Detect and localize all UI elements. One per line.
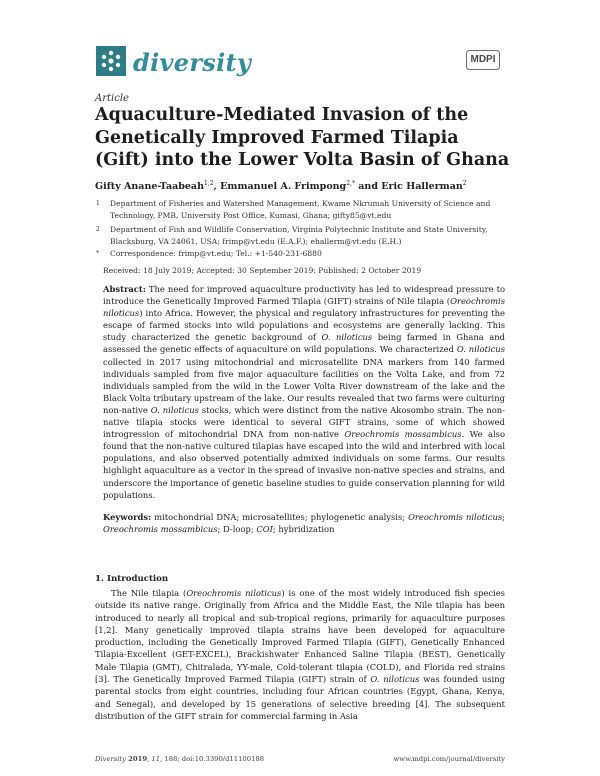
affiliation-number: 1 xyxy=(96,200,100,207)
abstract xyxy=(103,283,505,501)
keyword-species: Oreochromis niloticus xyxy=(408,512,503,522)
correspondence xyxy=(96,248,506,260)
keyword-text: ; D-loop; xyxy=(217,524,257,535)
keywords-label: Keywords: xyxy=(103,512,152,522)
footer-doi: , 188; doi:10.3390/d11100188 xyxy=(160,755,265,763)
correspondence-marker: * xyxy=(96,250,99,257)
keywords xyxy=(103,511,505,535)
journal-name: diversity xyxy=(133,48,252,77)
abstract-text: ) into Africa. However, the physical and regulatory infrastructures for preventing the escape of farmed stocks into wild populations and ecosystems are generally lacking. This study characterized the genetic background of xyxy=(103,308,505,343)
species-name: O. niloticus xyxy=(321,332,373,343)
keyword-species: Oreochromis mossambicus xyxy=(103,524,218,535)
introduction-paragraph xyxy=(95,587,505,722)
body-text: ) is one of the most widely introduced fish species outside its native range. Originally from Africa and the Middle East, the Nile tilapia has been introduced to nearly all tropical and sub-tropical regions, primarily for aquaculture purposes [1,2]. Many genetically improved tilapia strains have been developed for aquaculture production, including the Genetically Improved Farmed Tilapia (GIFT), Genetically Enhanced Tilapia-Excellent (GET-EXCEL), Brackishwater Enhanced Saline Tilapia (BEST), Genetically Male Tilapia (GMT), Chitralada, YY-male, Cold-tolerant tilapia (COLD), and Florida red strains [3]. The Genetically Improved Farmed Tilapia (GIFT) strain of xyxy=(95,588,505,685)
author-name: Eric Hallerman xyxy=(381,181,463,193)
section-heading: 1. Introduction xyxy=(95,574,169,584)
author-affiliation-marker: 1,2 xyxy=(204,180,214,187)
author-name: Gifty Anane-Taabeah xyxy=(95,181,204,193)
author-affiliation-marker: 2 xyxy=(462,180,467,187)
species-name: O. niloticus xyxy=(370,674,420,685)
publisher-logo xyxy=(466,50,500,70)
abstract-text: being farmed in Ghana and assessed the genetic effects of aquaculture on wild populations. We characterized xyxy=(103,332,506,355)
species-name: Oreochromis niloticus xyxy=(103,296,505,319)
body-text: was founded using parental stocks from eight countries, including four African countries (Egypt, Ghana, Kenya, and Senegal), and developed by 15 generations of selective breeding [4]. The subsequent distribution of the GIFT strain for commercial farming in Asia xyxy=(95,674,505,721)
author-name: Emmanuel A. Frimpong xyxy=(220,181,347,193)
author-list: Gifty Anane-Taabeah$^{1,2}$, Emmanuel A. Frimpong$^{2,*}$ and Eric Hallerman$^2$ xyxy=(95,180,467,193)
footer-volume: 11 xyxy=(151,755,161,763)
species-name: Oreochromis mossambicus xyxy=(344,429,462,440)
publication-dates: Received: 18 July 2019; Accepted: 30 September 2019; Published: 2 October 2019 xyxy=(103,266,422,275)
citation-footer: Diversity 2019, 11, 188; doi:10.3390/d11100188 xyxy=(95,755,265,763)
correspondence-text: Correspondence: frimp@vt.edu; Tel.: +1-540-231-6880 xyxy=(110,249,322,258)
abstract-text: collected in 2017 using mitochondrial and microsatellite DNA markers from 140 farmed individuals sampled from five major aquaculture facilities on the Volta Lake, and from 72 individuals sampled from the wild in the Lower Volta River downstream of the lake and the Black Volta tributary upstream of the lake. Our results revealed that two farms were culturing non-native xyxy=(103,356,505,415)
abstract-text: . We also found that the non-native cultured tilapias have escaped into the wild and interbred with local populations, and also observed potentially admixed individuals on some farms. Our results highlight aquaculture as a vector in the spread of invasive non-native species and strains, and underscore the importance of genetic baseline studies to guide conservation planning for wild populations. xyxy=(103,429,505,500)
species-name: O. niloticus xyxy=(456,344,505,355)
keyword-text: mitochondrial DNA; microsatellites; phylogenetic analysis; xyxy=(154,512,409,522)
species-name: O. niloticus xyxy=(150,404,199,415)
keyword-text: ; hybridization xyxy=(272,524,335,535)
keyword-gene: COI xyxy=(256,524,273,535)
snowflake-icon xyxy=(96,46,126,76)
footer-journal: Diversity xyxy=(95,755,126,763)
journal-url[interactable]: www.mdpi.com/journal/diversity xyxy=(393,755,505,763)
publisher-name: MDPI xyxy=(470,54,496,65)
author-conjunction: and xyxy=(358,181,378,193)
affiliation-number: 2 xyxy=(96,226,100,233)
article-title: Aquaculture-Mediated Invasion of the Genetically Improved Farmed Tilapia (Gift) into the Lower Volta Basin of Ghana xyxy=(95,105,510,170)
keyword-text: ; xyxy=(502,512,505,522)
journal-logo xyxy=(96,46,126,76)
author-affiliation-marker: 2,* xyxy=(346,180,355,187)
affiliation-text: Department of Fisheries and Watershed Management, Kwame Nkrumah University of Science and Technology, PMB, University Post Office, Kumasi, Ghana; gifty85@vt.edu xyxy=(110,199,491,220)
abstract-label: Abstract: xyxy=(103,284,146,294)
article-type: Article xyxy=(95,93,129,104)
species-name: Oreochromis niloticus xyxy=(186,588,282,598)
affiliation-1 xyxy=(96,198,506,222)
abstract-text: stocks, which were distinct from the native Akosombo strain. The non-native tilapia stocks were identical to several GIFT strains, some of which showed introgression of mitochondrial DNA from non-native xyxy=(103,404,505,440)
abstract-text: The need for improved aquaculture productivity has led to widespread pressure to introduce the Genetically Improved Farmed Tilapia (GIFT) strains of Nile tilapia ( xyxy=(103,284,506,307)
footer-year: 2019 xyxy=(128,755,148,763)
affiliation-2 xyxy=(96,224,506,248)
affiliation-text: Department of Fish and Wildlife Conservation, Virginia Polytechnic Institute and State University, Blacksburg, VA 24061, USA; frimp@vt.edu (E.A.F.); ehallerm@vt.edu (E.H.) xyxy=(110,225,488,246)
body-text: The Nile tilapia ( xyxy=(111,588,187,598)
